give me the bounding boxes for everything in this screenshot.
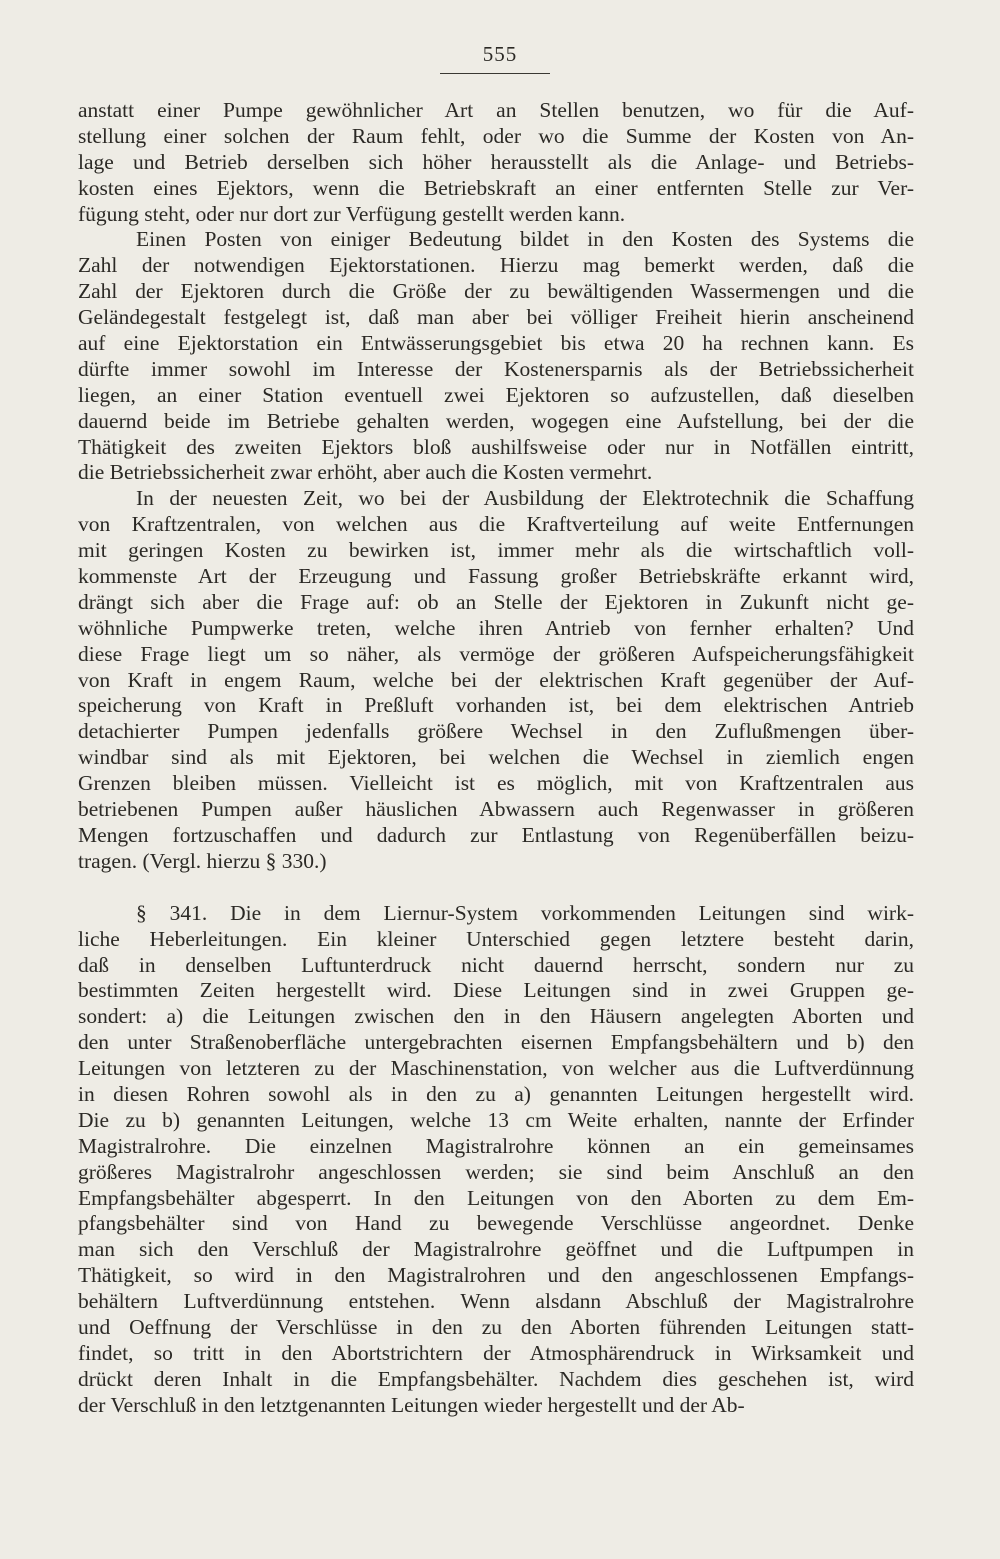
paragraph	[78, 98, 914, 227]
text-line: kosten eines Ejektors, wenn die Betriebskraft an einer entfernten Stelle zur Ver-	[78, 175, 914, 200]
text-line: detachierter Pumpen jedenfalls größere Wechsel in den Zuflußmengen über-	[78, 719, 914, 744]
text-line: Leitungen von letzteren zu der Maschinenstation, von welcher aus die Luftverdünnung	[78, 1056, 914, 1081]
text-line: die Betriebssicherheit zwar erhöht, aber auch die Kosten vermehrt.	[78, 460, 653, 485]
text-line: Mengen fortzuschaffen und dadurch zur Entlastung von Regenüberfällen beizu-	[78, 822, 914, 847]
text-line: Grenzen bleiben müssen. Vielleicht ist es möglich, mit von Kraftzentralen aus	[78, 771, 914, 796]
text-line: Empfangsbehälter abgesperrt. In den Leitungen von den Aborten zu dem Em-	[78, 1185, 914, 1210]
text-line: drückt deren Inhalt in die Empfangsbehälter. Nachdem dies geschehen ist, wird	[78, 1366, 914, 1391]
text-line: der Verschluß in den letztgenannten Leitungen wieder hergestellt und der Ab-	[78, 1392, 745, 1417]
text-line: dürfte immer sowohl im Interesse der Kostenersparnis als der Betriebssicherheit	[78, 356, 914, 381]
text-line: sondert: a) die Leitungen zwischen den in den Häusern angelegten Aborten und	[78, 1004, 914, 1029]
text-line: findet, so tritt in den Abortstrichtern der Atmosphärendruck in Wirksamkeit und	[78, 1340, 914, 1365]
paragraph	[78, 227, 914, 486]
text-line: man sich den Verschluß der Magistralrohre geöffnet und die Luftpumpen in	[78, 1237, 914, 1262]
text-line: windbar sind als mit Ejektoren, bei welchen die Wechsel in ziemlich engen	[78, 745, 914, 770]
text-line: auf eine Ejektorstation ein Entwässerungsgebiet bis etwa 20 ha rechnen kann. Es	[78, 331, 914, 356]
header-rule	[440, 73, 550, 74]
paragraph	[78, 486, 914, 874]
text-line: dauernd beide im Betriebe gehalten werden, wogegen eine Aufstellung, bei der die	[78, 408, 914, 433]
text-line: kommenste Art der Erzeugung und Fassung großer Betriebskräfte erkannt wird,	[78, 564, 914, 589]
text-line: tragen. (Vergl. hierzu § 330.)	[78, 848, 327, 873]
text-line: größeres Magistralrohr angeschlossen werden; sie sind beim Anschluß an den	[78, 1159, 914, 1184]
text-line: stellung einer solchen der Raum fehlt, oder wo die Summe der Kosten von An-	[78, 123, 914, 148]
page-number: 555	[482, 42, 518, 66]
text-line: lage und Betrieb derselben sich höher herausstellt als die Anlage- und Betriebs-	[78, 149, 914, 174]
text-line: speicherung von Kraft in Preßluft vorhanden ist, bei dem elektrischen Antrieb	[78, 693, 914, 718]
text-line: Thätigkeit des zweiten Ejektors bloß aushilfsweise oder nur in Notfällen eintritt,	[78, 434, 914, 459]
paragraph	[78, 901, 914, 1419]
text-line: Thätigkeit, so wird in den Magistralrohren und den angeschlossenen Empfangs-	[78, 1263, 914, 1288]
text-line: drängt sich aber die Frage auf: ob an Stelle der Ejektoren in Zukunft nicht ge-	[78, 589, 914, 614]
text-line: liegen, an einer Station eventuell zwei Ejektoren so aufzustellen, daß dieselben	[78, 382, 914, 407]
text-line: den unter Straßenoberfläche untergebrachten eisernen Empfangsbehältern und b) den	[78, 1030, 914, 1055]
text-line: wöhnliche Pumpwerke treten, welche ihren Antrieb von fernher erhalten? Und	[78, 615, 914, 640]
text-line: Magistralrohre. Die einzelnen Magistralrohre können an ein gemeinsames	[78, 1133, 914, 1158]
text-line: mit geringen Kosten zu bewirken ist, immer mehr als die wirtschaftlich voll-	[78, 538, 914, 563]
text-line: Einen Posten von einiger Bedeutung bildet in den Kosten des Systems die	[136, 227, 914, 252]
text-line: und Oeffnung der Verschlüsse in den zu den Aborten führenden Leitungen statt-	[78, 1314, 914, 1339]
text-line: fügung steht, oder nur dort zur Verfügung gestellt werden kann.	[78, 201, 626, 226]
text-line: Zahl der notwendigen Ejektorstationen. Hierzu mag bemerkt werden, daß die	[78, 253, 914, 278]
text-line: behältern Luftverdünnung entstehen. Wenn alsdann Abschluß der Magistralrohre	[78, 1289, 914, 1314]
text-line: In der neuesten Zeit, wo bei der Ausbildung der Elektrotechnik die Schaffung	[136, 486, 914, 511]
text-line: Zahl der Ejektoren durch die Größe der zu bewältigenden Wassermengen und die	[78, 279, 914, 304]
text-line: Die zu b) genannten Leitungen, welche 13 cm Weite erhalten, nannte der Erfinder	[78, 1107, 914, 1132]
body-text	[78, 98, 914, 1419]
text-line: anstatt einer Pumpe gewöhnlicher Art an Stellen benutzen, wo für die Auf-	[78, 98, 914, 122]
text-line: pfangsbehälter sind von Hand zu bewegende Verschlüsse angeordnet. Denke	[78, 1211, 914, 1236]
text-line: § 341. Die in dem Liernur-System vorkommenden Leitungen sind wirk-	[136, 900, 914, 925]
text-line: liche Heberleitungen. Ein kleiner Unterschied gegen letztere besteht darin,	[78, 926, 914, 951]
section-gap	[78, 875, 914, 901]
text-line: in diesen Rohren sowohl als in den zu a) genannten Leitungen hergestellt wird.	[78, 1081, 914, 1106]
text-line: von Kraftzentralen, von welchen aus die Kraftverteilung auf weite Entfernungen	[78, 512, 914, 537]
text-line: von Kraft in engem Raum, welche bei der elektrischen Kraft gegenüber der Auf-	[78, 667, 914, 692]
text-line: Geländegestalt festgelegt ist, daß man aber bei völliger Freiheit hierin anscheinend	[78, 305, 914, 330]
text-line: diese Frage liegt um so näher, als vermöge der größeren Aufspeicherungsfähigkeit	[78, 641, 914, 666]
text-line: bestimmten Zeiten hergestellt wird. Diese Leitungen sind in zwei Gruppen ge-	[78, 978, 914, 1003]
text-line: daß in denselben Luftunterdruck nicht dauernd herrscht, sondern nur zu	[78, 952, 914, 977]
text-line: betriebenen Pumpen außer häuslichen Abwassern auch Regenwasser in größeren	[78, 797, 914, 822]
